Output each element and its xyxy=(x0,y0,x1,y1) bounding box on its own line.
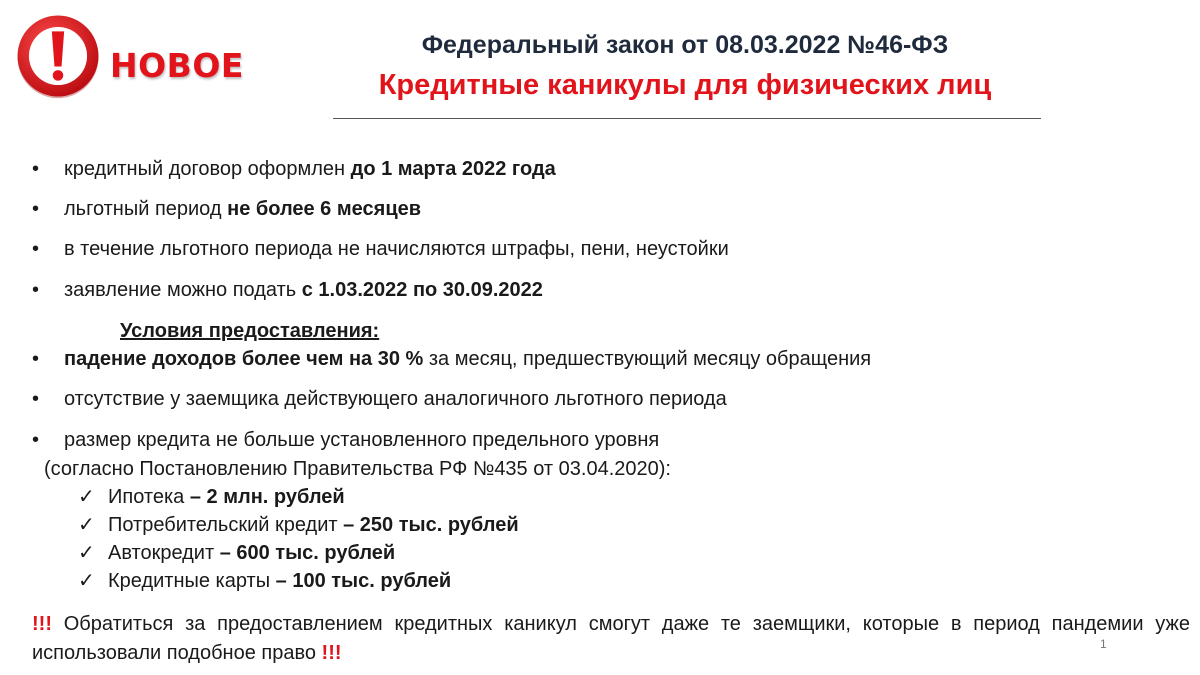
regulation-note: (согласно Постановлению Правительства РФ №435 от 03.04.2020): xyxy=(44,458,671,480)
bullet-icon: • xyxy=(32,238,40,260)
conditions-heading: Условия предоставления: xyxy=(120,320,380,342)
new-badge xyxy=(12,12,242,102)
bullet-icon: • xyxy=(32,429,40,451)
exclamation-mark: !!! xyxy=(32,613,52,635)
bullet-icon: • xyxy=(32,388,40,410)
bullet-icon: • xyxy=(32,198,40,220)
exclamation-circle-icon xyxy=(14,12,102,100)
page-title: Федеральный закон от 08.03.2022 №46-ФЗ xyxy=(421,31,949,59)
bullet-icon: • xyxy=(32,279,40,301)
title-block xyxy=(300,30,1070,104)
page-subtitle: Кредитные каникулы для физических лиц xyxy=(378,69,992,101)
page-number: 1 xyxy=(1100,637,1107,651)
check-icon: ✓ xyxy=(78,542,95,564)
title-divider xyxy=(333,118,1041,119)
bullet-icon: • xyxy=(32,348,40,370)
exclamation-mark: !!! xyxy=(321,642,342,664)
footnote: !!! Обратиться за предоставлением кредитных каникул смогут даже те заемщики, которые в период пандемии уже использовали подобное право !!! xyxy=(32,613,1190,664)
check-icon: ✓ xyxy=(78,570,95,592)
new-label: НОВОЕ xyxy=(110,46,244,85)
check-icon: ✓ xyxy=(78,486,95,508)
check-icon: ✓ xyxy=(78,514,95,536)
bullet-icon: • xyxy=(32,158,40,180)
